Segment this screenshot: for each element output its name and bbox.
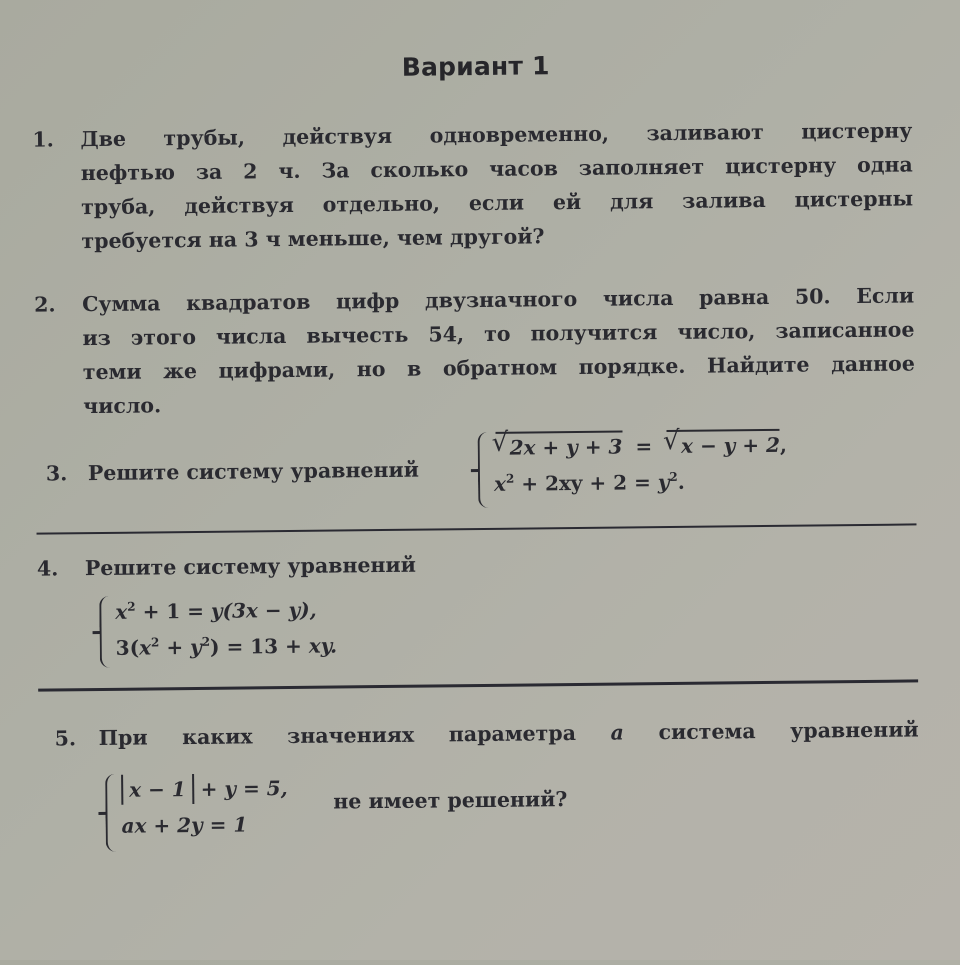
text-line: требуется на 3 ч меньше, чем другой?	[81, 224, 545, 254]
problem-number: 3.	[45, 461, 68, 486]
problem-2	[34, 278, 915, 423]
sqrt-expression: √ x − y + 2	[667, 429, 780, 460]
parameter-symbol: a	[610, 720, 625, 745]
equation-2: ax + 2y = 1	[121, 812, 248, 838]
absolute-value-expression: x − 1	[121, 774, 194, 805]
equation-1: x − 1 + y = 5,	[121, 770, 288, 808]
text-line: число.	[83, 393, 162, 419]
problem-number: 1.	[32, 127, 54, 152]
problem-text	[82, 278, 915, 423]
problem-number: 5.	[54, 726, 77, 751]
text-line: Две трубы, действуя одновременно, заливают цистерну	[80, 118, 913, 152]
problem-prompt: Решите систему уравнений	[87, 457, 420, 486]
problem-number: 2.	[34, 292, 56, 317]
equation-2: $3(x^2 + y^2) = 13$ + xy.	[115, 633, 338, 660]
problem-1	[32, 113, 913, 258]
equation-system-3	[477, 427, 787, 502]
left-brace-icon	[99, 596, 112, 668]
text-line: теми же цифрами, но в обратном порядке. Найдите данное	[82, 351, 915, 385]
text-line: Сумма квадратов цифр двузначного числа равна 50. Если	[82, 283, 915, 317]
problem-prompt: При каких значениях параметра a система уравнений	[98, 717, 919, 751]
section-divider	[37, 523, 917, 534]
problem-3	[36, 452, 476, 491]
left-brace-icon	[105, 774, 118, 852]
text-line: из этого числа вычесть 54, то получится число, записанное	[82, 317, 915, 351]
equation-system-4	[99, 592, 337, 666]
text-line: труба, действуя отдельно, если ей для залива цистерны	[80, 186, 914, 220]
text-line: нефтью за 2 ч. За сколько часов заполняет цистерну одна	[80, 152, 913, 186]
problem-prompt: Решите систему уравнений	[84, 552, 417, 581]
variant-title: Вариант 1	[401, 51, 550, 82]
equation-system-5	[105, 770, 288, 844]
problem-4	[37, 542, 917, 585]
equation-1: $x^2 + 1 = y(3x - y)$,	[115, 597, 317, 624]
equation-2: $x^2 + 2xy + 2 = y^2$.	[493, 469, 685, 496]
equation-1: √ 2x + y + 3 = √ x − y + 2,	[493, 427, 787, 466]
problem-5-suffix: не имеет решений?	[333, 787, 568, 814]
section-divider	[38, 679, 918, 691]
problem-text	[80, 113, 913, 258]
left-brace-icon	[477, 432, 490, 508]
problem-number: 4.	[36, 556, 59, 581]
problem-5	[39, 712, 919, 755]
sqrt-expression: √ 2x + y + 3	[495, 431, 622, 462]
